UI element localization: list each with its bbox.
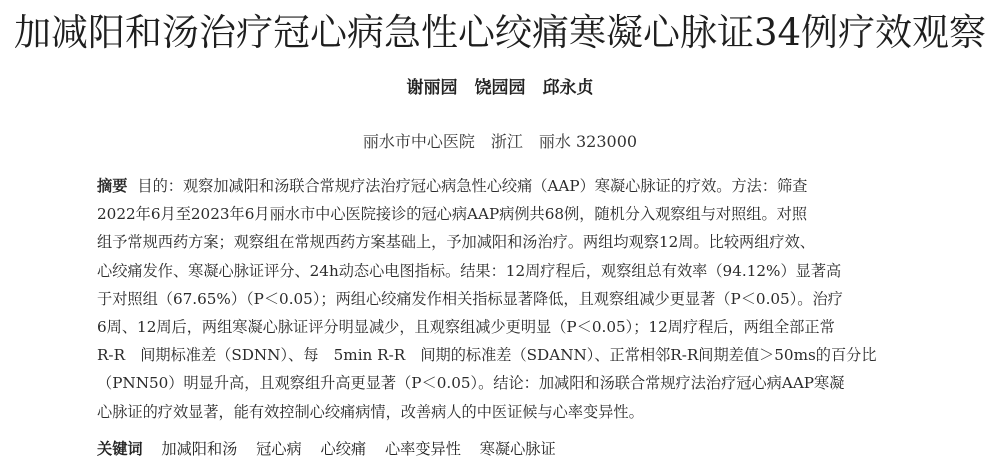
paper-title: 加减阳和汤治疗冠心病急性心绞痛寒凝心脉证34例疗效观察 [13, 11, 987, 54]
keyword: 心绞痛 [320, 440, 367, 458]
keywords-section [97, 436, 967, 462]
abstract-heading: 摘要 [97, 177, 128, 195]
abstract-line: 于对照组（67.65%）（P＜0.05）；两组心绞痛发作相关指标显著降低，且观察组减少更显著（P＜0.05）。治疗 [97, 289, 843, 308]
keywords-heading: 关键词 [97, 440, 143, 458]
author-list: 谢丽园 饶园园 邱永贞 [406, 78, 594, 98]
keyword: 冠心病 [256, 440, 302, 458]
abstract-section [97, 172, 967, 426]
abstract-line [97, 172, 967, 200]
keyword: 心率变异性 [384, 440, 461, 458]
abstract-line: 心绞痛发作、寒凝心脉证评分、24h动态心电图指标。结果：12周疗程后，观察组总有效率（94.12%）显著高 [97, 261, 842, 280]
abstract-text: 目的：观察加减阳和汤联合常规疗法治疗冠心病急性心绞痛（AAP）寒凝心脉证的疗效。方法：筛查 [137, 177, 808, 195]
keyword: 寒凝心脉证 [479, 440, 556, 458]
abstract-line: （PNN50）明显升高，且观察组升高更显著（P＜0.05）。结论：加减阳和汤联合常规疗法治疗冠心病AAP寒凝 [97, 374, 845, 393]
abstract-line: 心脉证的疗效显著，能有效控制心绞痛病情，改善病人的中医证候与心率变异性。 [97, 402, 644, 421]
abstract-line: 2022年6月至2023年6月丽水市中心医院接诊的冠心病AAP病例共68例，随机分入观察组与对照组。对照 [97, 205, 808, 224]
abstract-line: 6周、12周后，两组寒凝心脉证评分明显减少，且观察组减少更明显（P＜0.05）；12周疗程后，两组全部正常 [97, 317, 835, 336]
abstract-line: R-R 间期标准差（SDNN）、每 5min R-R 间期的标准差（SDANN）、正常相邻R-R间期差值＞50ms的百分比 [97, 346, 877, 365]
abstract-line: 组予常规西药方案；观察组在常规西药方案基础上，予加减阳和汤治疗。两组均观察12周。比较两组疗效、 [97, 233, 815, 252]
keyword: 加减阳和汤 [161, 440, 238, 458]
affiliation: 丽水市中心医院 浙江 丽水 323000 [362, 132, 638, 151]
